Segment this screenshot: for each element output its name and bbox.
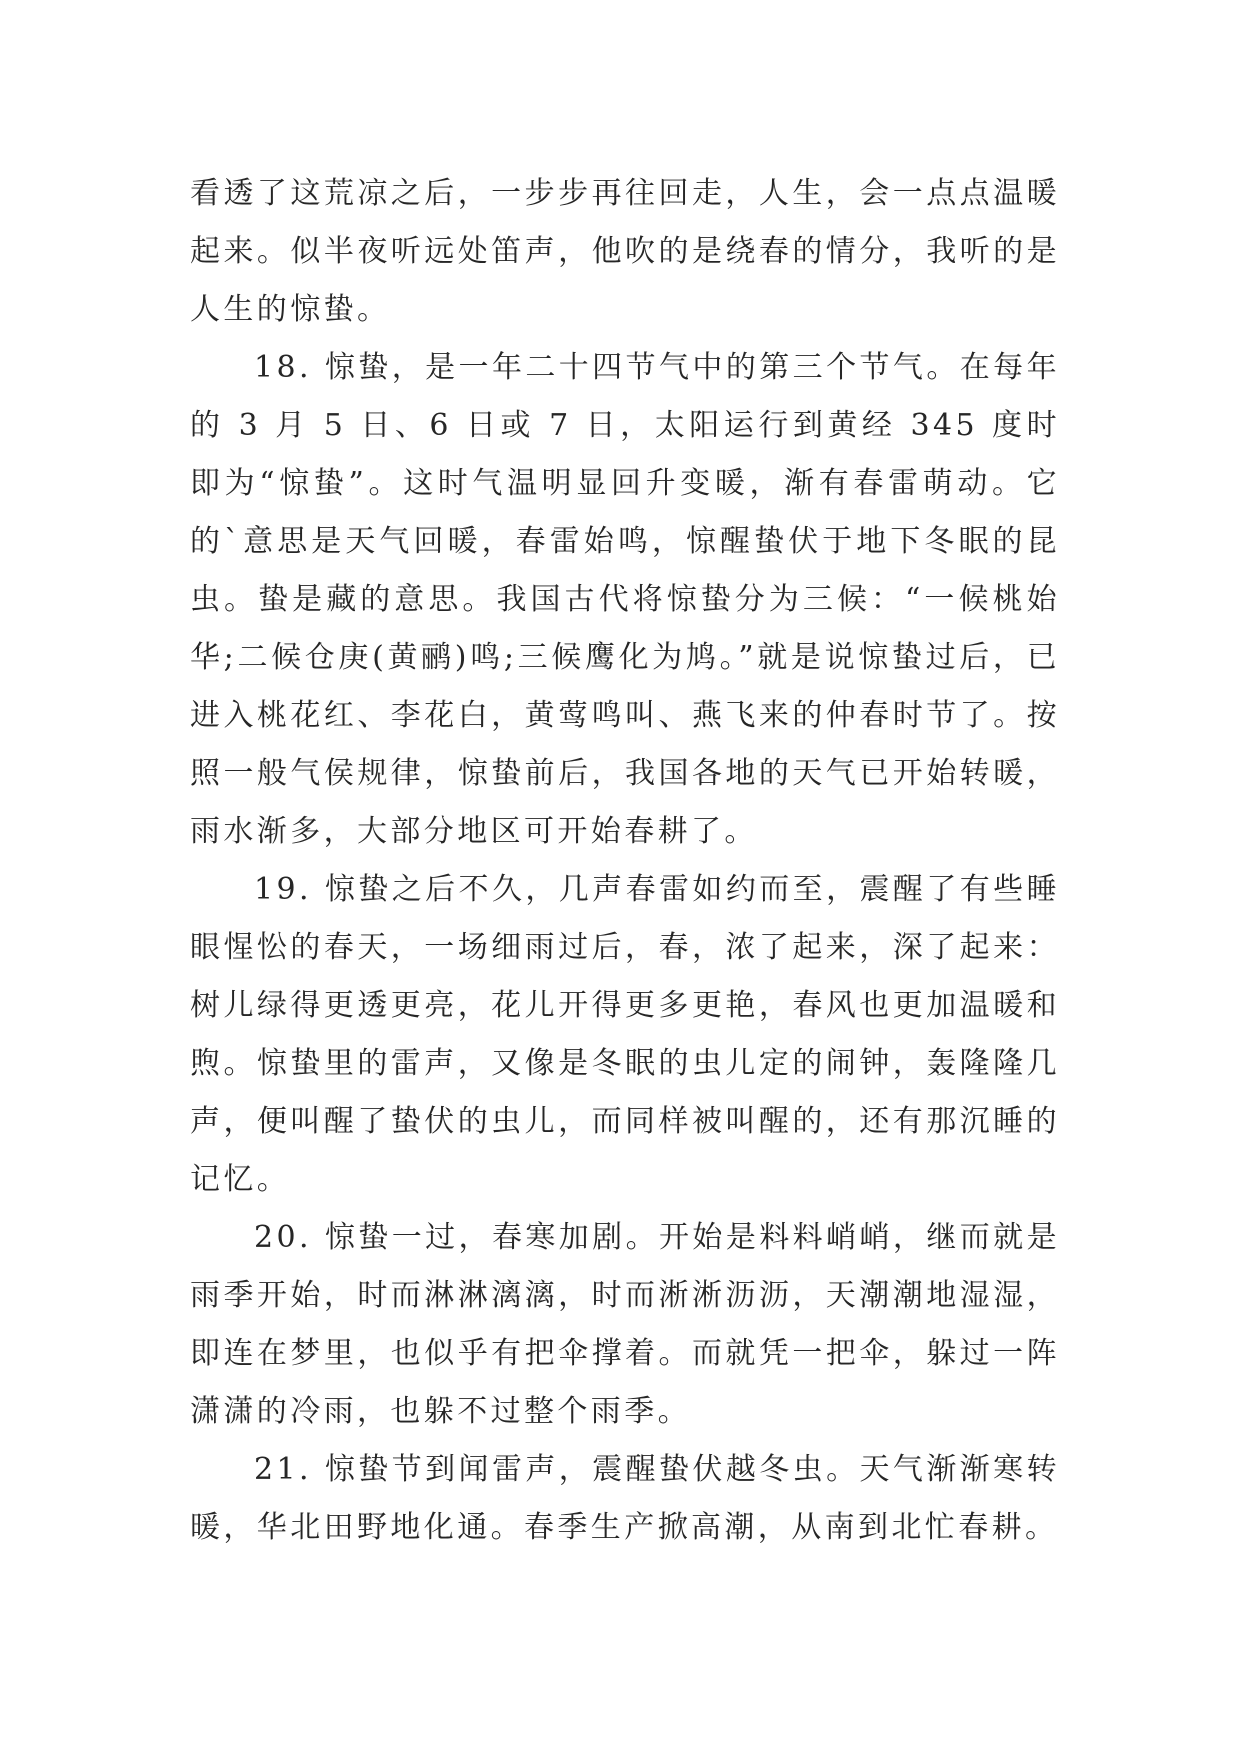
paragraph-21: 21. 惊蛰节到闻雷声，震醒蛰伏越冬虫。天气渐渐寒转暖，华北田野地化通。春季生产掀高潮，从南到北忙春耕。 [190,1452,1060,1545]
paragraph-continuation: 看透了这荒凉之后，一步步再往回走，人生，会一点点温暖起来。似半夜听远处笛声，他吹的是绕春的情分，我听的是人生的惊蛰。 [190,176,1060,327]
paragraph-19: 19. 惊蛰之后不久，几声春雷如约而至，震醒了有些睡眼惺忪的春天，一场细雨过后，春，浓了起来，深了起来：树儿绿得更透更亮，花儿开得更多更艳，春风也更加温暖和煦。惊蛰里的雷声，又像是冬眠的虫儿定的闹钟，轰隆隆几声，便叫醒了蛰伏的虫儿，而同样被叫醒的，还有那沉睡的记忆。 [190,872,1060,1197]
document-body [190,165,1060,1557]
paragraph-20: 20. 惊蛰一过，春寒加剧。开始是料料峭峭，继而就是雨季开始，时而淋淋漓漓，时而淅淅沥沥，天潮潮地湿湿，即连在梦里，也似乎有把伞撑着。而就凭一把伞，躲过一阵潇潇的冷雨，也躲不过整个雨季。 [190,1220,1060,1429]
paragraph-18: 18. 惊蛰，是一年二十四节气中的第三个节气。在每年的 3 月 5 日、6 日或 7 日，太阳运行到黄经 345 度时即为“惊蛰”。这时气温明显回升变暖，渐有春雷萌动。它的`意思是天气回暖，春雷始鸣，惊醒蛰伏于地下冬眠的昆虫。蛰是藏的意思。我国古代将惊蛰分为三候：“一候桃始华;二候仓庚(黄鹂)鸣;三候鹰化为鸠。”就是说惊蛰过后，已进入桃花红、李花白，黄莺鸣叫、燕飞来的仲春时节了。按照一般气侯规律，惊蛰前后，我国各地的天气已开始转暖，雨水渐多，大部分地区可开始春耕了。 [190,350,1060,849]
